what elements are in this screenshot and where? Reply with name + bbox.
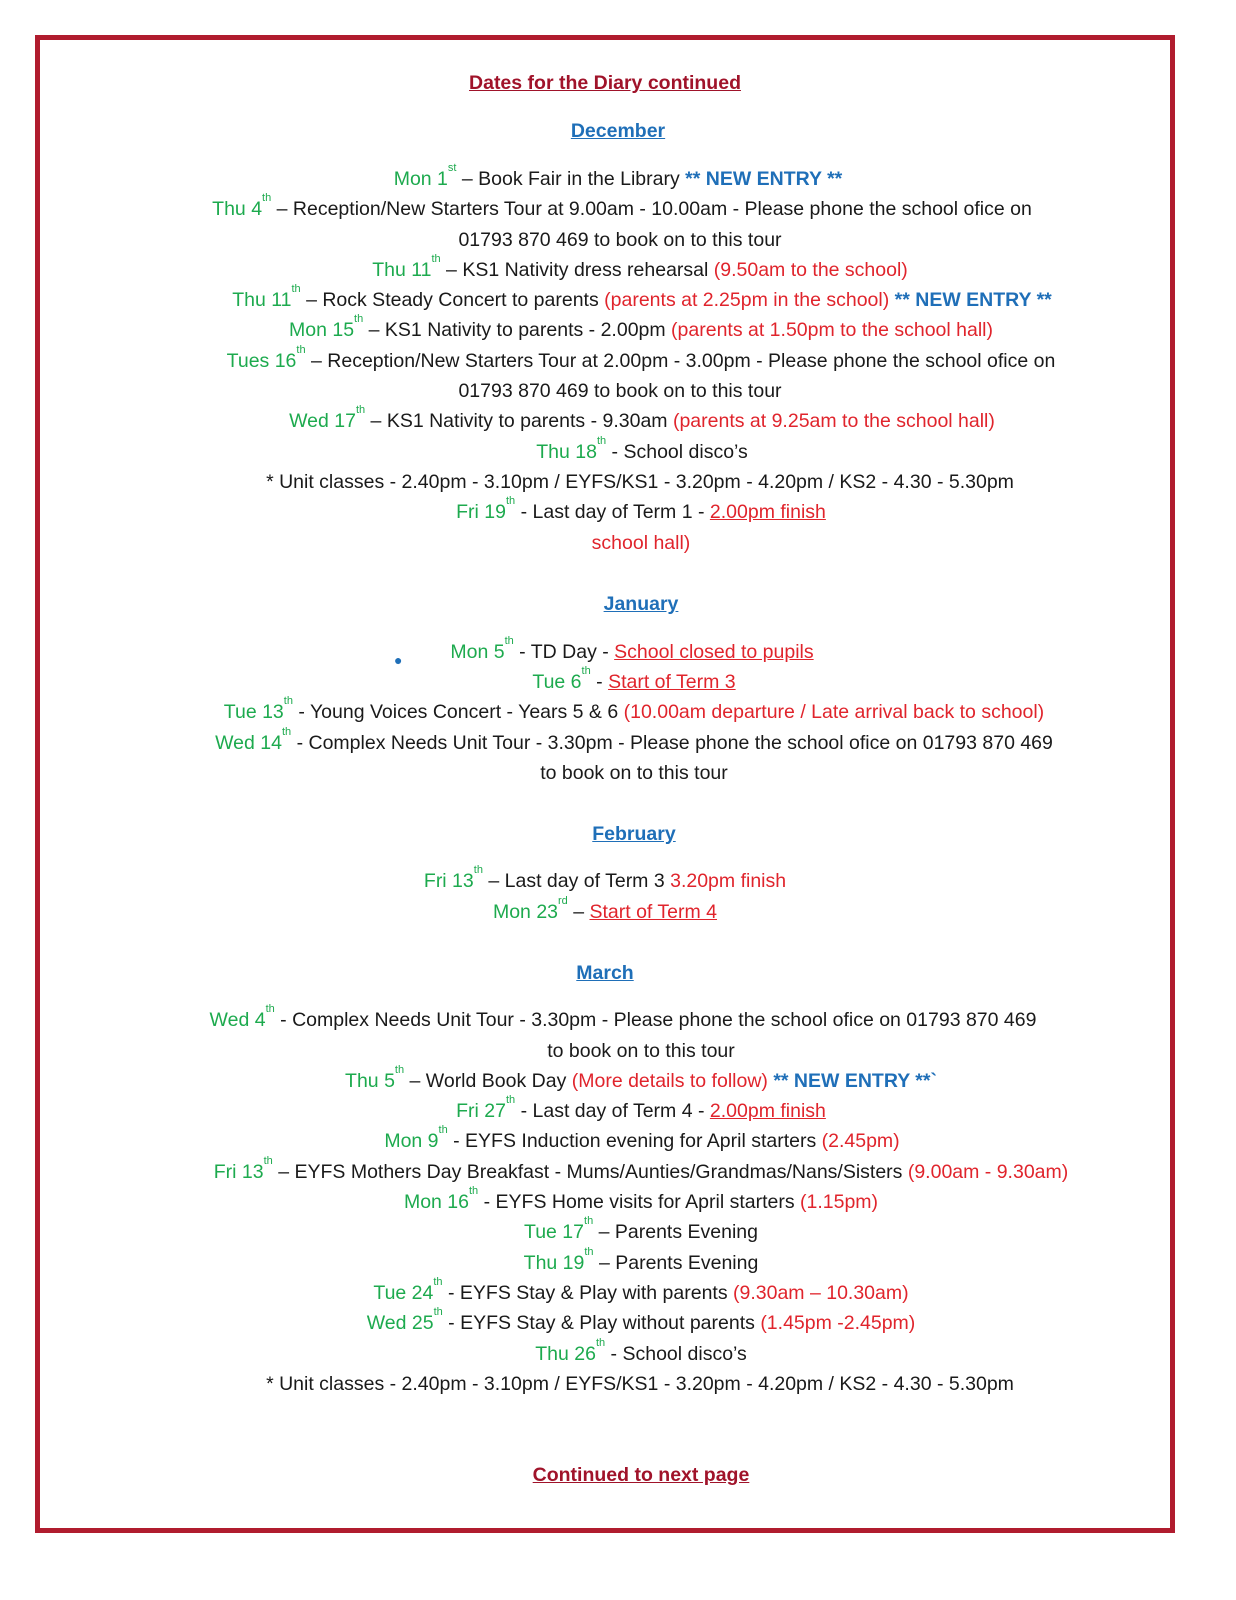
new-entry-badge: ** NEW ENTRY ** <box>889 289 1052 311</box>
event-time-note: Start of Term 3 <box>608 671 736 693</box>
event-line <box>23 1217 1236 1247</box>
event-time-note: (9.50am to the school) <box>713 259 908 281</box>
event-text: – Reception/New Starters Tour at 9.00am - 10.00am - Please phone the school ofice on <box>271 198 1032 220</box>
event-text: - Last day of Term 1 - <box>515 501 710 523</box>
date-suffix: th <box>355 404 366 416</box>
event-date: Tues 16 <box>226 350 297 372</box>
event-time-note: (2.45pm) <box>821 1130 900 1152</box>
event-date: Mon 9 <box>384 1130 439 1152</box>
event-line <box>16 697 1236 727</box>
continued-footer: Continued to next page <box>532 1464 750 1486</box>
event-line <box>23 497 1236 527</box>
event-time-note: 2.00pm finish <box>709 501 826 523</box>
date-suffix: th <box>281 726 292 738</box>
event-line <box>23 1096 1236 1126</box>
event-line <box>23 1187 1236 1217</box>
event-time-note: (More details to follow) <box>571 1070 768 1092</box>
event-time-note: 2.00pm finish <box>709 1100 826 1122</box>
date-suffix: th <box>296 344 306 356</box>
event-time-note: 3.20pm finish <box>670 870 787 892</box>
event-date: Thu 11 <box>232 289 292 311</box>
event-date: Mon 1 <box>393 168 448 190</box>
event-line <box>23 1248 1236 1278</box>
event-text: 01793 870 469 to book on to this tour <box>458 229 782 251</box>
event-text: * Unit classes - 2.40pm - 3.10pm / EYFS/KS1 - 3.20pm - 4.20pm / KS2 - 4.30 - 5.30pm <box>266 1373 1014 1395</box>
new-entry-badge: ** NEW ENTRY ** <box>685 168 843 190</box>
date-suffix: th <box>291 283 301 295</box>
event-text: - EYFS Stay & Play with parents <box>442 1282 734 1304</box>
event-text: to book on to this tour <box>540 762 728 784</box>
bullet-icon: ● <box>394 652 403 668</box>
date-suffix: th <box>431 253 441 265</box>
date-suffix: th <box>584 1215 594 1227</box>
event-text: - EYFS Stay & Play without parents <box>442 1312 761 1334</box>
page-title: Dates for the Diary continued <box>469 72 741 94</box>
event-date: Wed 25 <box>366 1312 434 1334</box>
event-date: Thu 4 <box>212 198 263 220</box>
unit-classes-line <box>22 1369 1236 1399</box>
unit-classes-line <box>22 467 1236 497</box>
event-text: - School disco’s <box>606 441 748 463</box>
event-time-note: Start of Term 4 <box>589 901 718 923</box>
date-suffix: th <box>263 1155 273 1167</box>
event-date: Fri 27 <box>456 1100 506 1122</box>
event-time-note: (9.00am - 9.30am) <box>907 1161 1069 1183</box>
event-line <box>0 866 1223 896</box>
event-date: Tue 6 <box>532 671 582 693</box>
event-date: Mon 16 <box>403 1191 469 1213</box>
event-text: * Unit classes - 2.40pm - 3.10pm / EYFS/KS1 - 3.20pm - 4.20pm / KS2 - 4.30 - 5.30pm <box>266 471 1014 493</box>
event-line-continued <box>16 758 1236 788</box>
event-date: Thu 5 <box>345 1070 395 1092</box>
event-time-note: (9.30am – 10.30am) <box>733 1282 909 1304</box>
event-time-note: (parents at 2.25pm in the school) <box>604 289 890 311</box>
event-text: – KS1 Nativity to parents - 2.00pm <box>363 319 672 341</box>
event-date: Thu 26 <box>535 1343 596 1365</box>
month-heading-january: January <box>603 593 679 615</box>
event-line <box>23 1157 1236 1187</box>
event-line <box>24 406 1236 436</box>
date-suffix: th <box>354 313 364 325</box>
event-text: - <box>590 671 609 693</box>
event-text: - EYFS Induction evening for April starters <box>447 1130 822 1152</box>
event-line <box>23 1278 1236 1308</box>
event-date: Thu 18 <box>536 441 597 463</box>
event-line <box>16 728 1236 758</box>
month-heading-december: December <box>570 120 666 142</box>
date-suffix: th <box>469 1185 479 1197</box>
event-date: Mon 5 <box>450 641 505 663</box>
date-suffix: th <box>584 1246 594 1258</box>
event-text: – Rock Steady Concert to parents <box>300 289 605 311</box>
event-date: Fri 13 <box>423 870 474 892</box>
event-text: - Young Voices Concert - Years 5 & 6 <box>292 701 624 723</box>
event-date: Tue 24 <box>373 1282 434 1304</box>
date-suffix: th <box>283 695 293 707</box>
date-suffix: th <box>595 1337 606 1349</box>
event-text: – KS1 Nativity dress rehearsal <box>440 259 714 281</box>
date-suffix: th <box>581 665 591 677</box>
date-suffix: th <box>394 1064 405 1076</box>
event-line <box>0 897 1223 927</box>
event-text: - EYFS Home visits for April starters <box>478 1191 801 1213</box>
event-line <box>24 437 1236 467</box>
new-entry-badge: ** NEW ENTRY **` <box>767 1070 937 1092</box>
event-text: – EYFS Mothers Day Breakfast - Mums/Aunties/Grandmas/Nans/Sisters <box>272 1161 908 1183</box>
event-line <box>23 1308 1236 1338</box>
event-line <box>23 346 1236 376</box>
event-text: - TD Day - <box>513 641 615 663</box>
event-line <box>24 1126 1236 1156</box>
event-time-note: (10.00am departure / Late arrival back to school) <box>623 701 1045 723</box>
event-text: - School disco’s <box>605 1343 747 1365</box>
event-date: Thu 11 <box>372 259 432 281</box>
event-time-note: (1.15pm) <box>800 1191 879 1213</box>
date-suffix: th <box>596 435 607 447</box>
date-suffix: th <box>262 192 272 204</box>
event-line <box>22 255 1236 285</box>
event-time-note: (parents at 1.50pm to the school hall) <box>671 319 993 341</box>
month-heading-march: March <box>576 962 634 984</box>
date-suffix: th <box>433 1276 443 1288</box>
month-heading-february: February <box>592 823 676 845</box>
date-suffix: th <box>473 864 483 876</box>
event-text: to book on to this tour <box>547 1040 735 1062</box>
date-suffix: th <box>433 1306 443 1318</box>
event-text: – Parents Evening <box>593 1252 759 1274</box>
date-suffix: th <box>504 635 514 647</box>
event-text: - Complex Needs Unit Tour - 3.30pm - Please phone the school ofice on 01793 870 469 <box>274 1009 1037 1031</box>
event-time-note: School closed to pupils <box>614 641 814 663</box>
event-date: Tue 13 <box>223 701 284 723</box>
event-date: Mon 15 <box>289 319 355 341</box>
event-date: Tue 17 <box>524 1221 585 1243</box>
event-line <box>5 1005 1236 1035</box>
event-time-note: (parents at 9.25am to the school hall) <box>672 410 995 432</box>
date-suffix: st <box>447 162 457 174</box>
event-date: Wed 17 <box>289 410 356 432</box>
event-line-continued <box>23 528 1236 558</box>
event-line <box>16 667 1236 697</box>
event-time-note: school hall) <box>591 532 691 554</box>
event-line <box>4 194 1236 224</box>
event-line <box>14 637 1236 667</box>
event-line <box>23 1339 1236 1369</box>
event-text: – Last day of Term 3 <box>482 870 671 892</box>
event-text: – World Book Day <box>404 1070 572 1092</box>
event-text: 01793 870 469 to book on to this tour <box>458 380 782 402</box>
event-text: – Book Fair in the Library <box>456 168 686 190</box>
event-line <box>23 1066 1236 1096</box>
event-time-note: (1.45pm -2.45pm) <box>760 1312 916 1334</box>
event-date: Wed 4 <box>209 1009 266 1031</box>
event-line-continued <box>23 1036 1236 1066</box>
date-suffix: th <box>505 1094 516 1106</box>
event-line <box>23 315 1236 345</box>
date-suffix: th <box>265 1003 275 1015</box>
event-date: Thu 19 <box>523 1252 585 1274</box>
event-text: – Reception/New Starters Tour at 2.00pm - 3.00pm - Please phone the school ofice on <box>305 350 1056 372</box>
event-text: – Parents Evening <box>593 1221 758 1243</box>
event-date: Mon 23 <box>492 901 559 923</box>
event-line-continued <box>2 376 1236 406</box>
event-line <box>0 164 1236 194</box>
event-text: - Complex Needs Unit Tour - 3.30pm - Please phone the school ofice on 01793 870 469 <box>291 732 1053 754</box>
event-date: Fri 13 <box>213 1161 264 1183</box>
event-date: Wed 14 <box>215 732 282 754</box>
event-date: Fri 19 <box>456 501 506 523</box>
date-suffix: rd <box>558 895 568 907</box>
event-text: – <box>567 901 590 923</box>
event-text: – KS1 Nativity to parents - 9.30am <box>365 410 673 432</box>
event-line <box>24 285 1236 315</box>
event-text: - Last day of Term 4 - <box>515 1100 710 1122</box>
event-line-continued <box>2 225 1236 255</box>
date-suffix: th <box>505 495 516 507</box>
date-suffix: th <box>438 1124 448 1136</box>
